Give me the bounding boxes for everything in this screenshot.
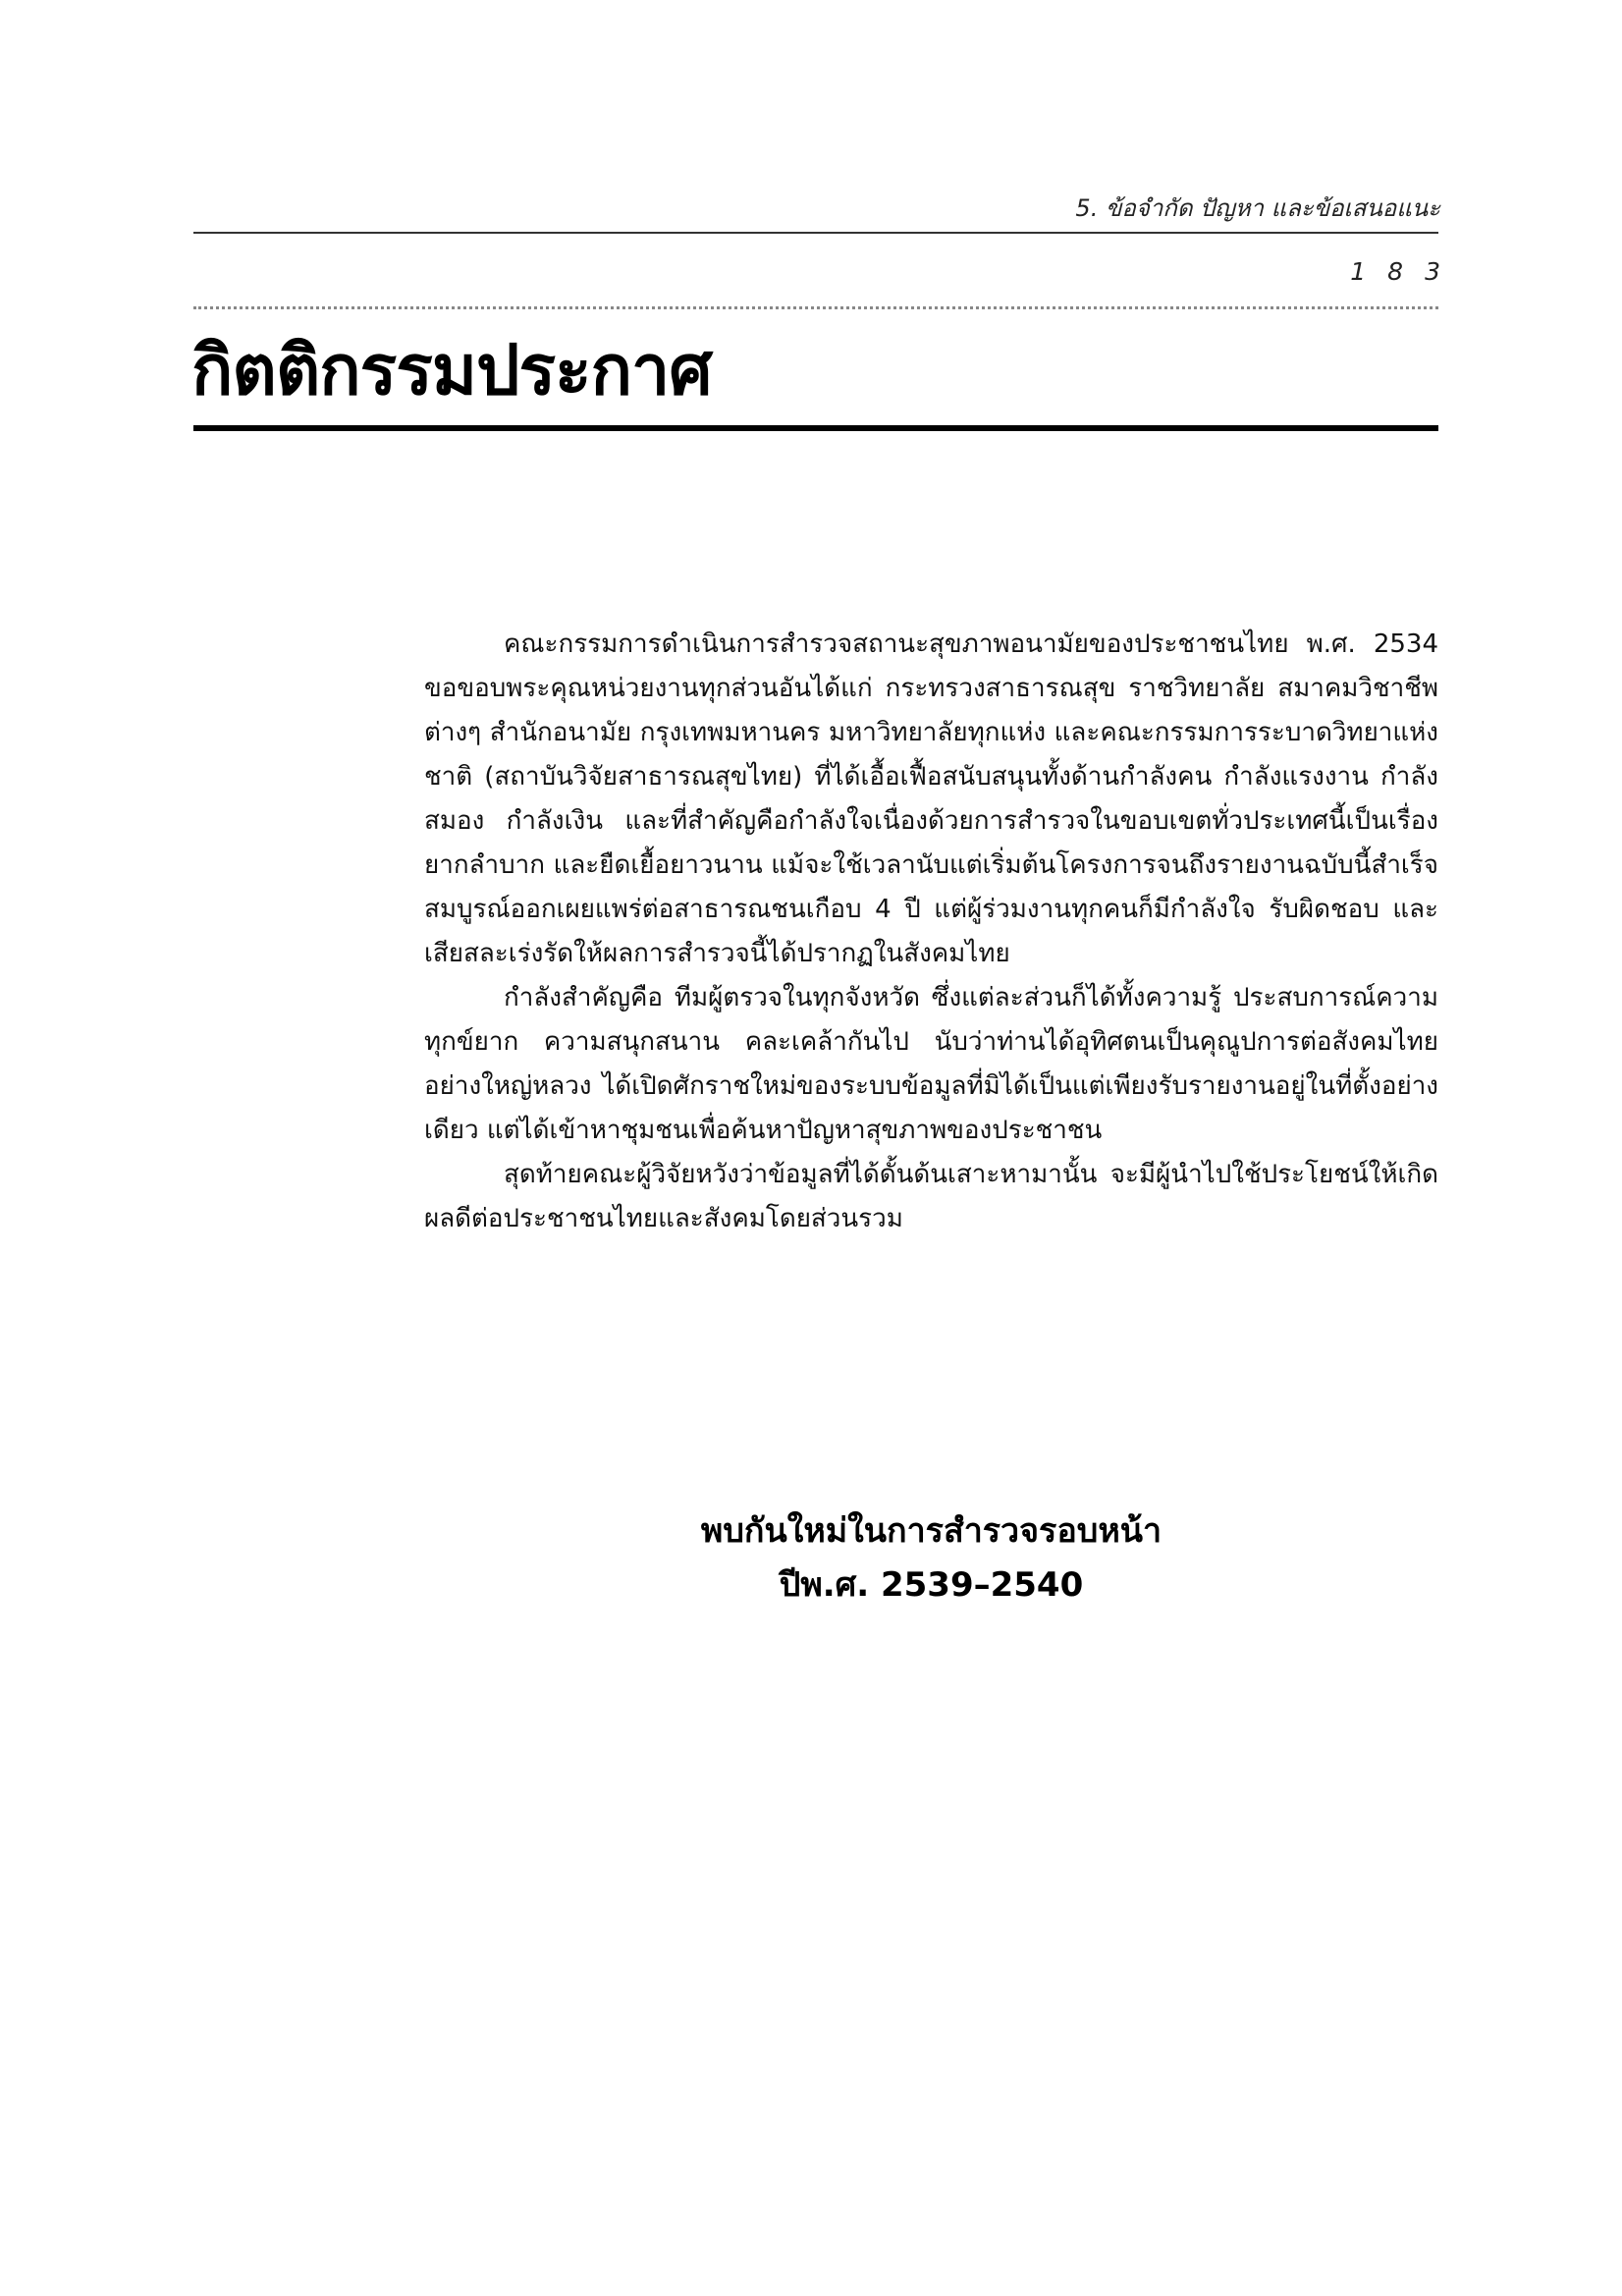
running-header: 5. ข้อจำกัด ปัญหา และข้อเสนอแนะ — [1075, 194, 1440, 222]
page-title: กิตติกรรมประกาศ — [191, 330, 712, 410]
paragraph-3: สุดท้ายคณะผู้วิจัยหวังว่าข้อมูลที่ได้ดั้นด้นเสาะหามานั้น จะมีผู้นำไปใช้ประโยชน์ให้เกิดผลดีต่อประชาชนไทยและสังคมโดยส่วนรวม — [424, 1160, 1438, 1233]
acknowledgement-body — [424, 623, 1438, 1241]
header-rule — [193, 232, 1438, 234]
title-rule — [193, 425, 1438, 431]
closing-line-2: ปีพ.ศ. 2539–2540 — [779, 1565, 1084, 1605]
dotted-divider — [193, 306, 1438, 309]
paragraph-2: กำลังสำคัญคือ ทีมผู้ตรวจในทุกจังหวัด ซึ่งแต่ละส่วนก็ได้ทั้งความรู้ ประสบการณ์ความทุกข์ยาก ความสนุกสนาน คละเคล้ากันไป นับว่าท่านได้อุทิศตนเป็นคุณูปการต่อสังคมไทยอย่างใหญ่หลวง ได้เปิดศักราชใหม่ของระบบข้อมูลที่มิได้เป็นแต่เพียงรับรายงานอยู่ในที่ตั้งอย่างเดียว แต่ได้เข้าหาชุมชนเพื่อค้นหาปัญหาสุขภาพของประชาชน — [424, 983, 1438, 1145]
paragraph-1: คณะกรรมการดำเนินการสำรวจสถานะสุขภาพอนามัยของประชาชนไทย พ.ศ. 2534 ขอขอบพระคุณหน่วยงานทุกส่วนอันได้แก่ กระทรวงสาธารณสุข ราชวิทยาลัย สมาคมวิชาชีพต่างๆ สำนักอนามัย กรุงเทพมหานคร มหาวิทยาลัยทุกแห่ง และคณะกรรมการระบาดวิทยาแห่งชาติ (สถาบันวิจัยสาธารณสุขไทย) ที่ได้เอื้อเฟื้อสนับสนุนทั้งด้านกำลังคน กำลังแรงงาน กำลังสมอง กำลังเงิน และที่สำคัญคือกำลังใจเนื่องด้วยการสำรวจในขอบเขตทั่วประเทศนี้เป็นเรื่องยากลำบาก และยืดเยื้อยาวนาน แม้จะใช้เวลานับแต่เริ่มต้นโครงการจนถึงรายงานฉบับนี้สำเร็จสมบูรณ์ออกเผยแพร่ต่อสาธารณชนเกือบ 4 ปี แต่ผู้ร่วมงานทุกคนก็มีกำลังใจ รับผิดชอบ และเสียสละเร่งรัดให้ผลการสำรวจนี้ได้ปรากฏในสังคมไทย — [424, 629, 1438, 968]
page-number: 183 — [1350, 257, 1462, 286]
closing-note — [424, 1504, 1438, 1613]
closing-line-1: พบกันใหม่ในการสำรวจรอบหน้า — [700, 1511, 1162, 1551]
